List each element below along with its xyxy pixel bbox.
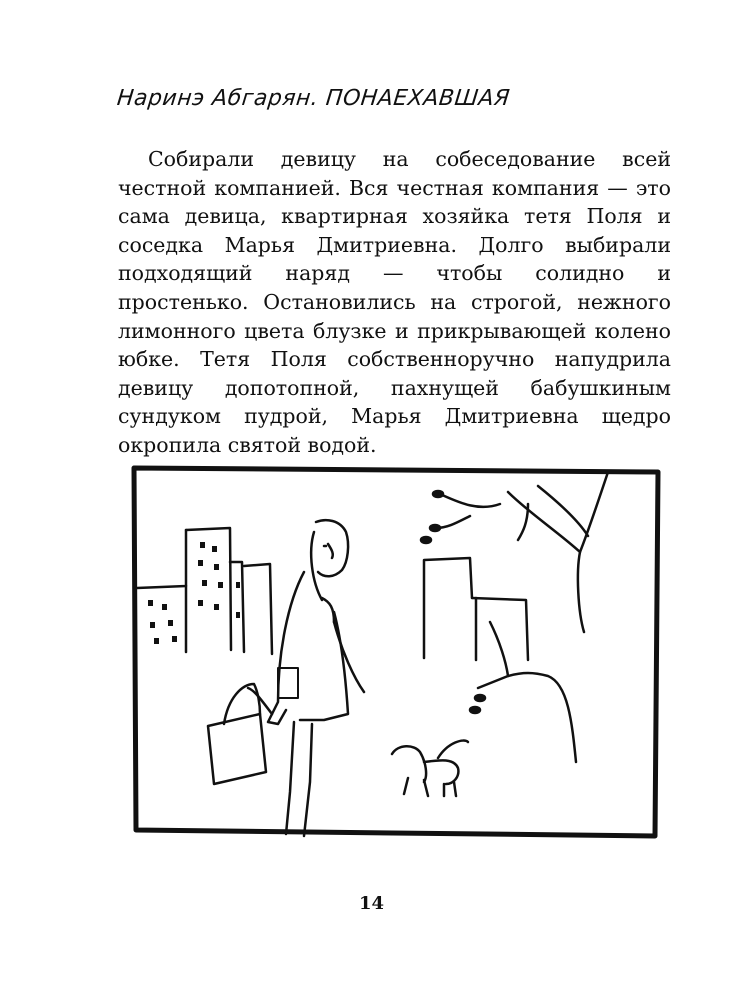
woman-figure (248, 520, 364, 836)
building-left (137, 528, 272, 654)
paragraph: Собирали девицу на собеседование всей честной компанией. Вся честная компания — это сама девица, квартирная хозяйка тетя Поля и соседка Марья Дмитриевна. Долго выбирали подходящий наряд — чтобы солидно и простенько. Остановились на строгой, нежного лимонного цвета блузке и прикрывающей колено юбке. Тетя Поля собственноручно напудрила девицу допотопной, пахнущей бабушкиным сундуком пудрой, Марья Дмитриевна щедро окропила святой водой. (118, 147, 671, 457)
illustration (128, 462, 663, 842)
page-number: 14 (358, 893, 385, 914)
running-header: Наринэ Абгарян. ПОНАЕХАВШАЯ (115, 86, 512, 111)
bush (470, 622, 576, 762)
building-right (424, 558, 528, 660)
dog (392, 741, 468, 796)
body-text (118, 145, 671, 460)
tree (421, 472, 608, 632)
bag (208, 684, 266, 784)
